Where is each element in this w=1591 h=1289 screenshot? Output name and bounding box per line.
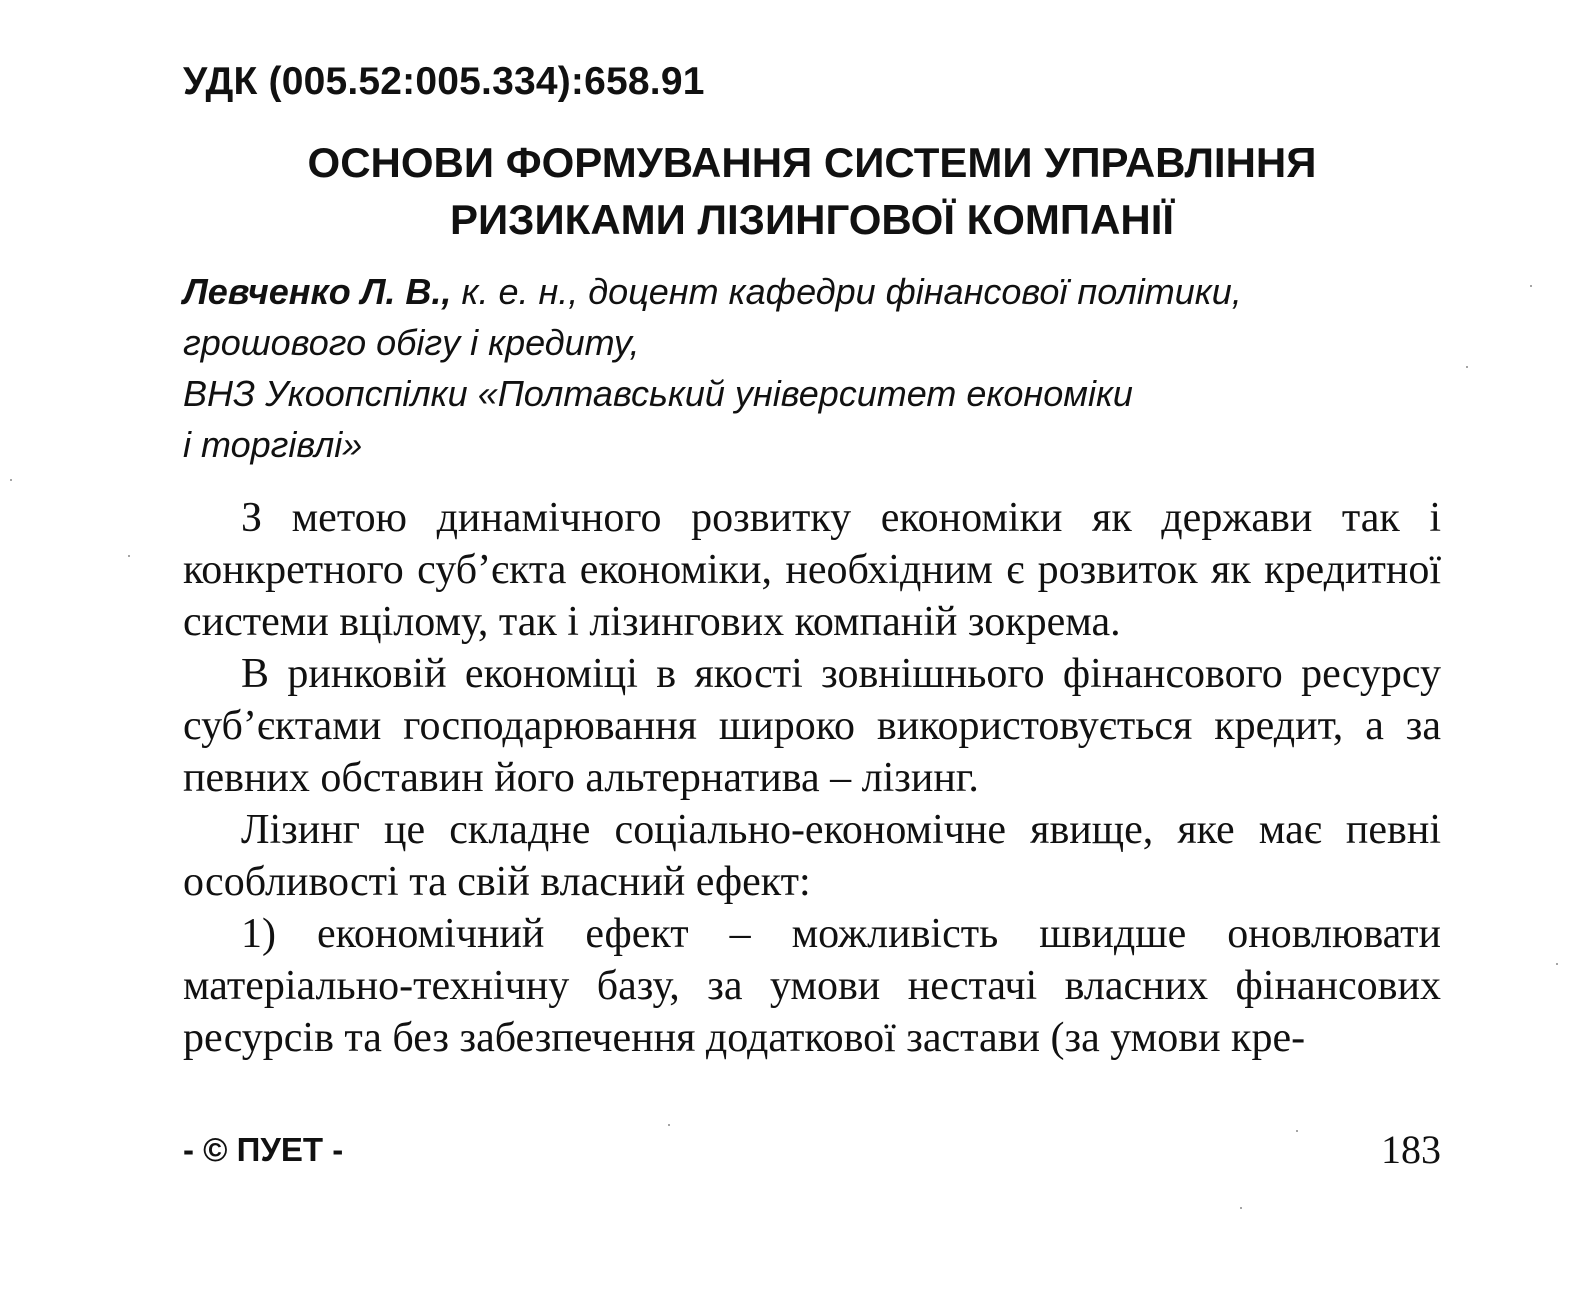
- scan-speck: [128, 555, 130, 557]
- author-block: [183, 266, 1441, 470]
- author-affiliation-line-2: і торгівлі»: [183, 424, 363, 465]
- page-number: 183: [1381, 1127, 1441, 1172]
- paragraph-4: 1) економічний ефект – можливість швидше оновлювати матеріально-технічну базу, за умови нестачі власних фінансових ресурсів та без забезпечення додаткової застави (за умови кре-: [183, 911, 1441, 1061]
- scan-speck: [1530, 285, 1532, 287]
- scan-speck: [1556, 963, 1558, 965]
- paragraph-3: Лізинг це складне соціально-економічне явище, яке має певні особливості та свій власний ефект:: [183, 807, 1441, 905]
- article-title: [183, 134, 1441, 248]
- scan-speck: [668, 1124, 670, 1126]
- author-affiliation-line-1: ВНЗ Укоопспілки «Полтавський університет економіки: [183, 373, 1133, 414]
- author-degree-position: к. е. н., доцент кафедри фінансової політики,: [451, 271, 1242, 312]
- article-title-line-1: ОСНОВИ ФОРМУВАННЯ СИСТЕМИ УПРАВЛІННЯ: [307, 139, 1317, 186]
- paragraph-2: В ринковій економіці в якості зовнішнього фінансового ресурсу суб’єктами господарювання широко використовується кредит, а за певних обставин його альтернатива – лізинг.: [183, 651, 1441, 801]
- scan-speck: [1296, 1130, 1298, 1132]
- article-body: [183, 492, 1441, 1064]
- author-line-2: грошового обігу і кредиту,: [183, 322, 640, 363]
- footer-publisher: - © ПУЕТ -: [183, 1131, 344, 1168]
- article-title-line-2: РИЗИКАМИ ЛІЗИНГОВОЇ КОМПАНІЇ: [449, 196, 1174, 243]
- scan-speck: [1240, 1207, 1242, 1209]
- udc-code: УДК (005.52:005.334):658.91: [183, 60, 705, 103]
- author-name: Левченко Л. В.,: [183, 271, 452, 312]
- author-line-1: [183, 266, 1441, 317]
- paragraph-1: З метою динамічного розвитку економіки як держави так і конкретного суб’єкта економіки, необхідним є розвиток як кредитної системи вцілому, так і лізингових компаній зокрема.: [183, 495, 1441, 645]
- scan-speck: [1466, 366, 1468, 368]
- scan-speck: [10, 479, 12, 481]
